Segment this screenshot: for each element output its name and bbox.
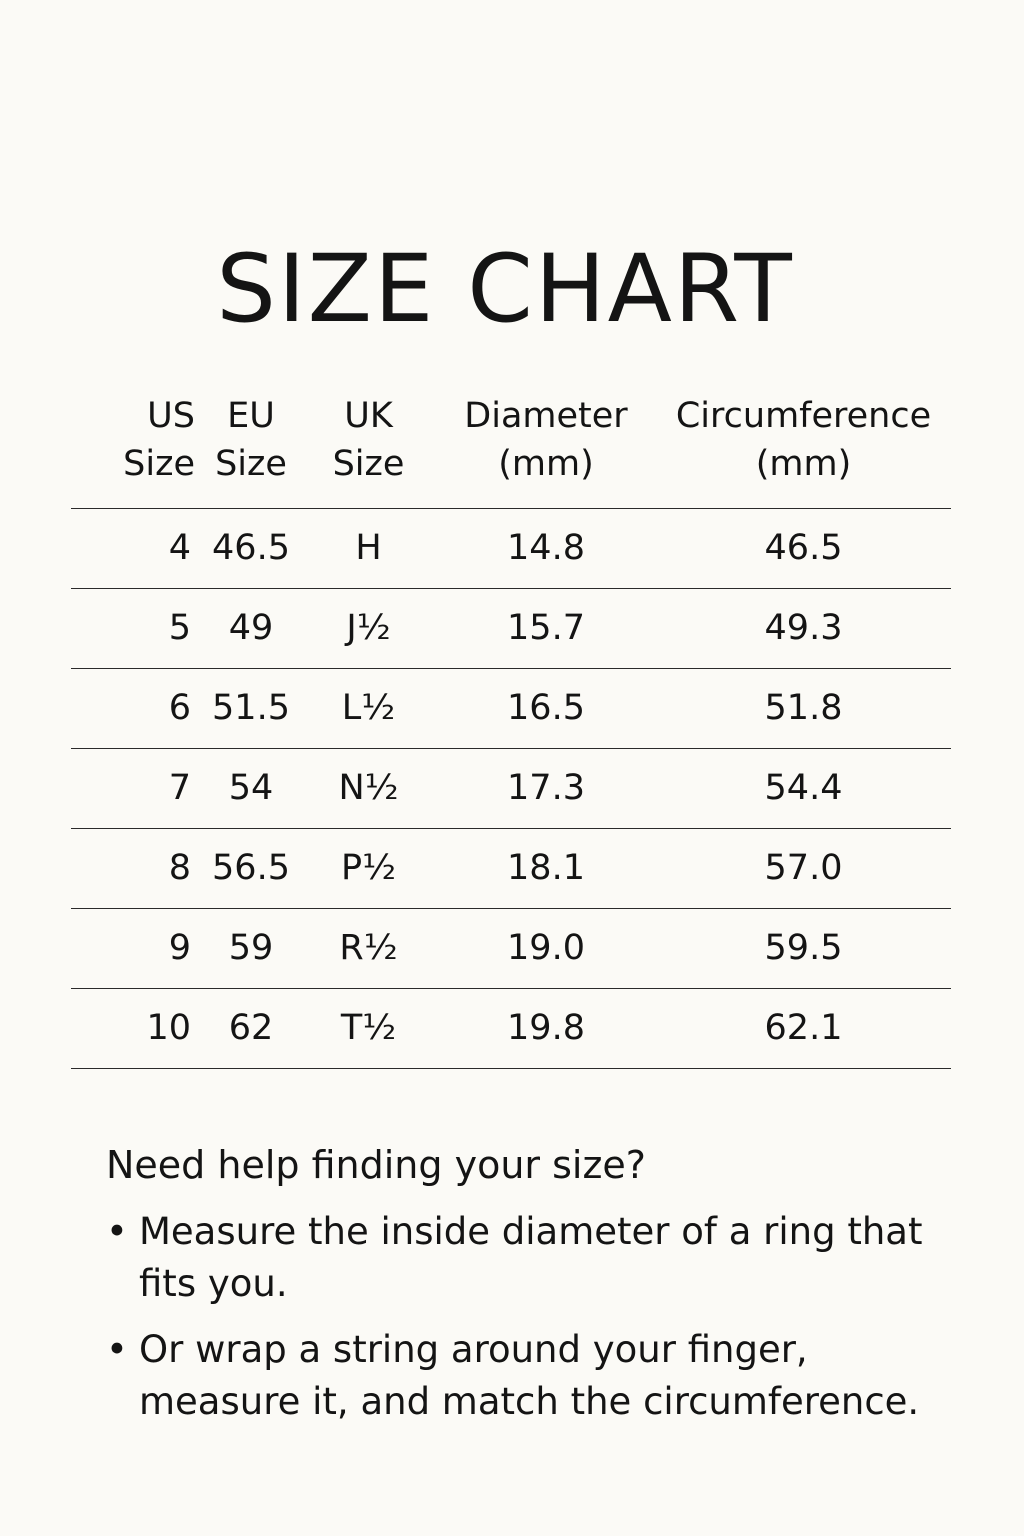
cell-us-size: 9 xyxy=(71,909,201,989)
cell-us-size: 8 xyxy=(71,829,201,909)
cell-us-size: 7 xyxy=(71,749,201,829)
cell-us-size: 10 xyxy=(71,989,201,1069)
cell-circumference: 54.4 xyxy=(656,749,951,829)
cell-eu-size: 49 xyxy=(201,589,301,669)
help-section xyxy=(106,1138,966,1442)
header-line: (mm) xyxy=(498,444,594,484)
header-uk-size xyxy=(301,392,436,509)
header-line: UK xyxy=(344,396,393,436)
size-table xyxy=(71,392,951,1069)
header-eu-size xyxy=(201,392,301,509)
table-row xyxy=(71,669,951,749)
cell-eu-size: 51.5 xyxy=(201,669,301,749)
table-row xyxy=(71,989,951,1069)
list-item xyxy=(106,1324,966,1428)
header-line: Circumference xyxy=(675,396,932,436)
cell-diameter: 16.5 xyxy=(436,669,656,749)
bullet-icon: • xyxy=(106,1328,128,1371)
header-us-size xyxy=(71,392,201,509)
cell-circumference: 49.3 xyxy=(656,589,951,669)
cell-diameter: 17.3 xyxy=(436,749,656,829)
help-question: Need help finding your size? xyxy=(106,1143,646,1187)
tip-text: Measure the inside diameter of a ring that fits you. xyxy=(139,1210,923,1305)
cell-circumference: 57.0 xyxy=(656,829,951,909)
header-line: (mm) xyxy=(755,444,852,484)
cell-circumference: 59.5 xyxy=(656,909,951,989)
cell-diameter: 14.8 xyxy=(436,509,656,589)
cell-circumference: 46.5 xyxy=(656,509,951,589)
table-row xyxy=(71,749,951,829)
cell-us-size: 5 xyxy=(71,589,201,669)
bullet-icon: • xyxy=(106,1210,128,1253)
table-row xyxy=(71,509,951,589)
cell-diameter: 19.8 xyxy=(436,989,656,1069)
cell-eu-size: 62 xyxy=(201,989,301,1069)
cell-uk-size: L½ xyxy=(301,669,436,749)
tip-text: Or wrap a string around your finger, measure it, and match the circumference. xyxy=(139,1328,920,1423)
cell-circumference: 62.1 xyxy=(656,989,951,1069)
cell-uk-size: N½ xyxy=(301,749,436,829)
header-line: EU xyxy=(227,396,275,436)
cell-uk-size: R½ xyxy=(301,909,436,989)
table-row xyxy=(71,589,951,669)
header-diameter xyxy=(436,392,656,509)
header-circumference xyxy=(656,392,951,509)
header-line: Size xyxy=(332,444,405,484)
table-header-row xyxy=(71,392,951,509)
table-row xyxy=(71,829,951,909)
page-title: SIZE CHART xyxy=(216,234,794,344)
cell-uk-size: H xyxy=(301,509,436,589)
cell-us-size: 4 xyxy=(71,509,201,589)
cell-diameter: 19.0 xyxy=(436,909,656,989)
cell-circumference: 51.8 xyxy=(656,669,951,749)
cell-us-size: 6 xyxy=(71,669,201,749)
list-item xyxy=(106,1206,966,1310)
cell-diameter: 18.1 xyxy=(436,829,656,909)
cell-eu-size: 54 xyxy=(201,749,301,829)
cell-diameter: 15.7 xyxy=(436,589,656,669)
header-line: Diameter xyxy=(464,396,628,436)
table-row xyxy=(71,909,951,989)
cell-eu-size: 46.5 xyxy=(201,509,301,589)
cell-uk-size: T½ xyxy=(301,989,436,1069)
header-line: Size xyxy=(123,444,195,484)
cell-uk-size: J½ xyxy=(301,589,436,669)
header-line: Size xyxy=(215,444,287,484)
cell-eu-size: 56.5 xyxy=(201,829,301,909)
header-line: US xyxy=(147,396,195,436)
tips-list xyxy=(106,1206,966,1428)
cell-eu-size: 59 xyxy=(201,909,301,989)
cell-uk-size: P½ xyxy=(301,829,436,909)
